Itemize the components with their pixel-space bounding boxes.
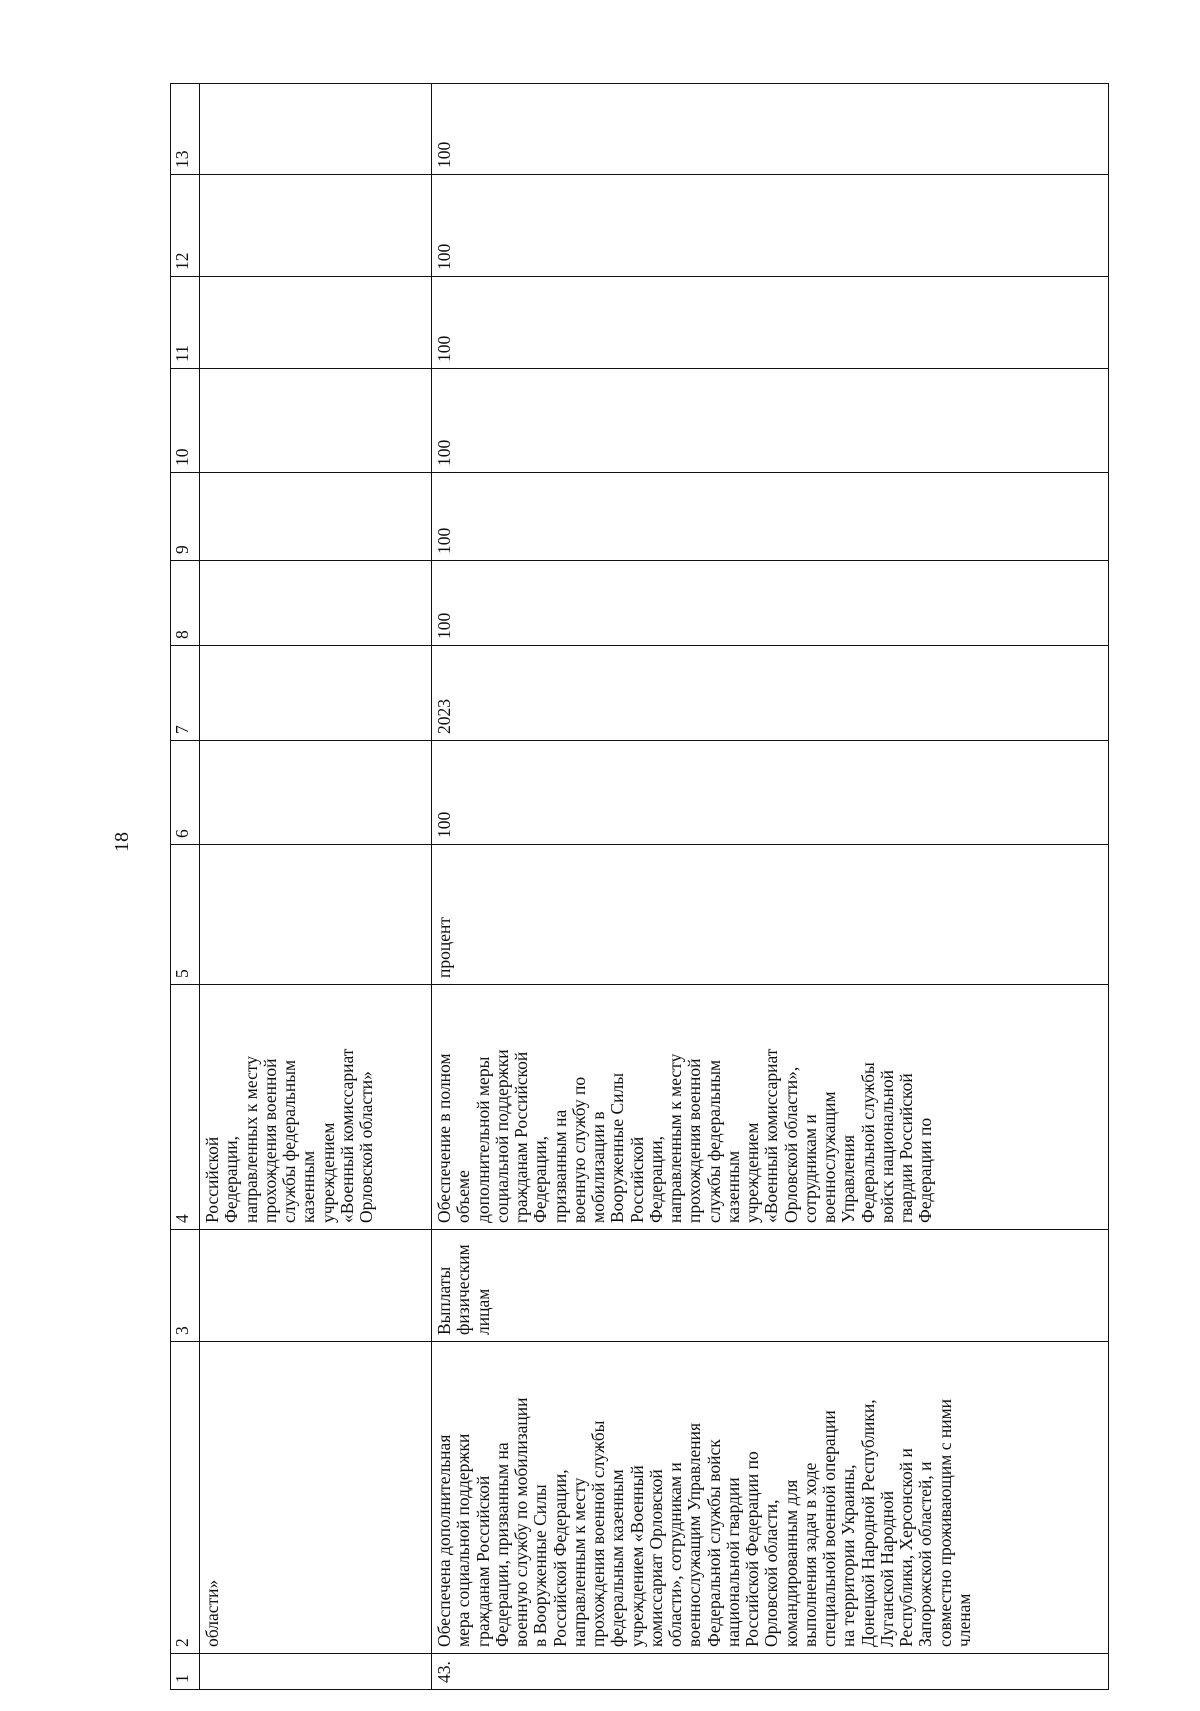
cell-result: Обеспечена дополнительная мера социальной поддержки гражданам Российской Федерации, призванным на военную службу по мобилизации в Вооруженные Силы Российской Федерации, направленным к месту прохождения военной службы федеральным казенным учреждением «Военный комиссариат Орловской области», сотрудникам и военнослужащим Управления Федеральной службы войск национальной гвардии Российской Федерации по Орловской области, командированным для выполнения задач в ходе специальной военной операции на территории Украины, Донецкой Народной Республики, Луганской Народной Республики, Херсонской и Запорожской областей, и совместно проживающим с ними членам (432, 1342, 1109, 1654)
table-row (432, 84, 1109, 1690)
cell-unit: процент (432, 845, 1109, 985)
cell-col11: 100 (432, 277, 1109, 369)
cell-col9 (200, 473, 432, 561)
column-header-10: 10 (171, 369, 200, 473)
cell-col9: 100 (432, 473, 1109, 561)
cell-col12 (200, 175, 432, 277)
cell-type: Выплаты физическим лицам (432, 1230, 1109, 1342)
cell-number: 43. (432, 1654, 1109, 1690)
column-header-4: 4 (171, 985, 200, 1230)
column-header-6: 6 (171, 741, 200, 845)
data-table (170, 83, 1109, 1690)
cell-col12: 100 (432, 175, 1109, 277)
cell-col7 (200, 646, 432, 741)
cell-col7: 2023 (432, 646, 1109, 741)
cell-col8: 100 (432, 561, 1109, 646)
cell-number (200, 1654, 432, 1690)
cell-col6 (200, 741, 432, 845)
table-row (200, 84, 432, 1690)
column-header-1: 1 (171, 1654, 200, 1690)
column-header-2: 2 (171, 1342, 200, 1654)
page-number: 18 (111, 832, 133, 852)
cell-indicator: Обеспечение в полном объеме дополнительной меры социальной поддержки гражданам Российской Федерации, призванным на военную службу по мобилизации в Вооруженные Силы Российской Федерации, направленным к месту прохождения военной службы федеральным казенным учреждением «Военный комиссариат Орловской области», сотрудникам и военнослужащим Управления Федеральной службы войск национальной гвардии Российской Федерации по (432, 985, 1109, 1230)
cell-col13 (200, 84, 432, 175)
cell-indicator: Российской Федерации, направленных к месту прохождения военной службы федеральным казенным учреждением «Военный комиссариат Орловской области» (200, 985, 432, 1230)
cell-unit (200, 845, 432, 985)
column-header-11: 11 (171, 277, 200, 369)
cell-col13: 100 (432, 84, 1109, 175)
cell-col6: 100 (432, 741, 1109, 845)
column-header-13: 13 (171, 84, 200, 175)
rotated-table-wrapper (170, 84, 1100, 1690)
cell-col10: 100 (432, 369, 1109, 473)
column-header-9: 9 (171, 473, 200, 561)
cell-col10 (200, 369, 432, 473)
column-header-5: 5 (171, 845, 200, 985)
cell-col11 (200, 277, 432, 369)
cell-type (200, 1230, 432, 1342)
column-header-7: 7 (171, 646, 200, 741)
header-row (171, 84, 200, 1690)
cell-result: области» (200, 1342, 432, 1654)
column-header-8: 8 (171, 561, 200, 646)
column-header-3: 3 (171, 1230, 200, 1342)
cell-col8 (200, 561, 432, 646)
column-header-12: 12 (171, 175, 200, 277)
